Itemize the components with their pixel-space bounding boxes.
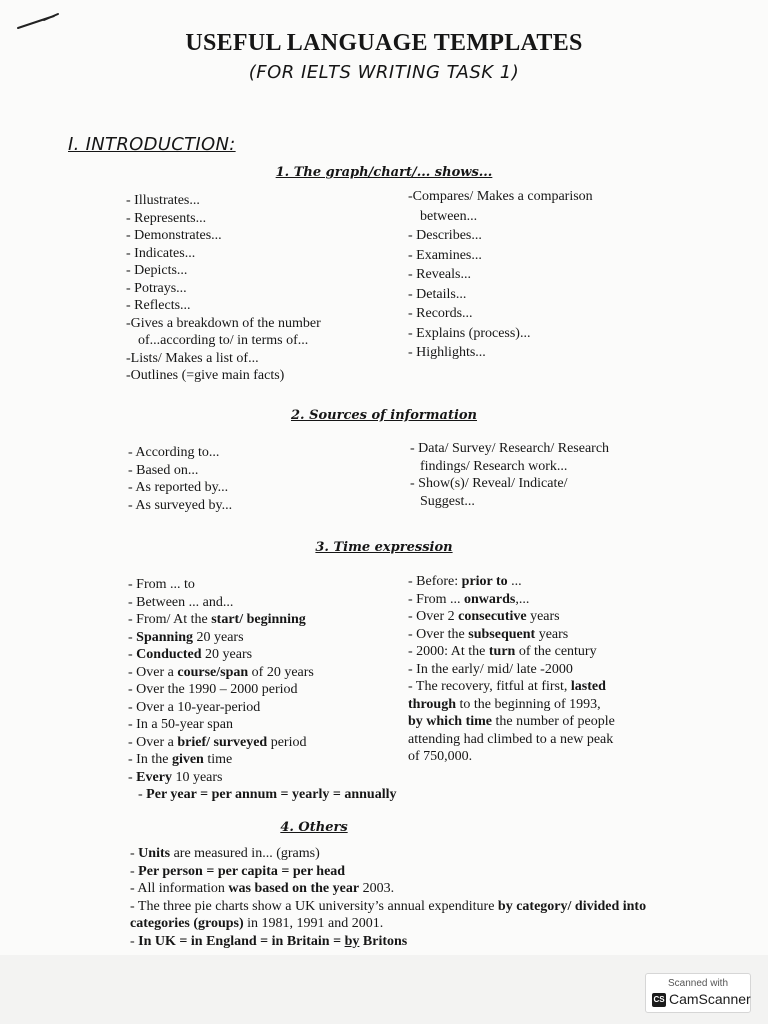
list-item: of...according to/ in terms of... xyxy=(138,333,309,348)
camscanner-logo-icon: CS xyxy=(652,993,666,1007)
list-item: - Represents... xyxy=(126,210,207,226)
list-item: - Every 10 years xyxy=(128,769,223,785)
list-item: - Over the 1990 – 2000 period xyxy=(128,682,298,697)
list-item: - Based on... xyxy=(128,462,199,478)
list-item: - In the early/ mid/ late -2000 xyxy=(408,661,573,677)
list-item: - Over a course/span of 20 years xyxy=(128,664,314,680)
section-heading-introduction: I. INTRODUCTION: xyxy=(68,134,236,155)
list-item: - From/ At the start/ beginning xyxy=(128,612,306,627)
page-title: USEFUL LANGUAGE TEMPLATES xyxy=(185,30,583,56)
list-item: - Reflects... xyxy=(126,298,191,313)
list-item: - Potrays... xyxy=(126,280,187,296)
list-item: -Gives a breakdown of the number xyxy=(126,315,321,331)
list-sources-right xyxy=(410,440,609,510)
list-item: - Explains (process)... xyxy=(408,325,531,341)
list-item: by which time the number of people xyxy=(408,714,615,729)
list-item: - All information was based on the year 2003. xyxy=(130,881,395,896)
list-item: - In the given time xyxy=(128,752,233,767)
list-verbs-left xyxy=(126,192,321,385)
list-item: - Over a brief/ surveyed period xyxy=(128,734,307,750)
list-item: findings/ Research work... xyxy=(420,458,568,474)
list-item: - 2000: At the turn of the century xyxy=(408,644,597,659)
list-item: of 750,000. xyxy=(408,749,473,764)
list-item: - From ... to xyxy=(128,577,195,592)
camscanner-watermark xyxy=(645,973,751,1013)
list-item: - Depicts... xyxy=(126,263,188,278)
list-item: - Examines... xyxy=(408,247,482,263)
page-subtitle: (FOR IELTS WRITING TASK 1) xyxy=(248,62,520,83)
list-item: - Indicates... xyxy=(126,245,196,261)
list-item: - Records... xyxy=(408,306,473,321)
list-item: Suggest... xyxy=(420,493,475,509)
list-item: - Over 2 consecutive years xyxy=(408,609,560,624)
list-item: - Illustrates... xyxy=(126,193,200,208)
list-item: - Conducted 20 years xyxy=(128,647,253,662)
list-time-left xyxy=(128,576,396,804)
list-item: - Spanning 20 years xyxy=(128,629,244,645)
list-item: - Show(s)/ Reveal/ Indicate/ xyxy=(410,476,568,491)
list-item: - Over the subsequent years xyxy=(408,626,569,642)
list-item: - Describes... xyxy=(408,228,482,243)
list-item: - Per year = per annum = yearly = annually xyxy=(138,787,397,802)
list-item: - From ... onwards,... xyxy=(408,591,530,607)
subheading-others: 4. Others xyxy=(280,820,348,835)
scanned-with-label: Scanned with xyxy=(667,978,729,989)
list-item: - Per person = per capita = per head xyxy=(130,863,346,879)
subheading-time: 3. Time expression xyxy=(315,540,453,555)
list-item: - The recovery, fitful at first, lasted xyxy=(408,679,606,694)
list-item: through to the beginning of 1993, xyxy=(408,696,601,712)
subheading-sources: 2. Sources of information xyxy=(290,408,478,423)
list-item: - As reported by... xyxy=(128,480,229,495)
list-item: - As surveyed by... xyxy=(128,497,233,513)
list-item: - Demonstrates... xyxy=(126,228,222,243)
list-item: - Before: prior to ... xyxy=(408,574,522,589)
list-item: - Over a 10-year-period xyxy=(128,699,261,715)
list-item: between... xyxy=(420,208,478,224)
camscanner-brand-label: CamScanner xyxy=(669,991,751,1007)
list-item: - The three pie charts show a UK university’s annual expenditure by category/ divided into xyxy=(130,898,647,914)
list-item: -Compares/ Makes a comparison xyxy=(408,189,593,204)
list-item: -Lists/ Makes a list of... xyxy=(126,350,259,366)
list-item: - Data/ Survey/ Research/ Research xyxy=(410,441,610,456)
list-others xyxy=(130,845,646,950)
list-item: - In UK = in England = in Britain = by Britons xyxy=(130,933,408,949)
list-item: - Highlights... xyxy=(408,345,486,360)
subheading-graph-shows: 1. The graph/chart/... shows... xyxy=(275,165,493,180)
list-item: - In a 50-year span xyxy=(128,717,233,732)
list-item: - Reveals... xyxy=(408,267,471,282)
list-time-right xyxy=(408,573,615,766)
list-item: categories (groups) in 1981, 1991 and 2001. xyxy=(130,916,384,931)
list-item: - According to... xyxy=(128,445,220,460)
list-item: - Units are measured in... (grams) xyxy=(130,846,320,861)
pen-mark-icon xyxy=(14,10,64,32)
list-item: - Between ... and... xyxy=(128,594,234,610)
list-item: attending had climbed to a new peak xyxy=(408,731,614,747)
list-item: -Outlines (=give main facts) xyxy=(126,368,285,383)
list-verbs-right xyxy=(408,187,593,363)
list-item: - Details... xyxy=(408,286,467,302)
list-sources-left xyxy=(128,444,232,514)
